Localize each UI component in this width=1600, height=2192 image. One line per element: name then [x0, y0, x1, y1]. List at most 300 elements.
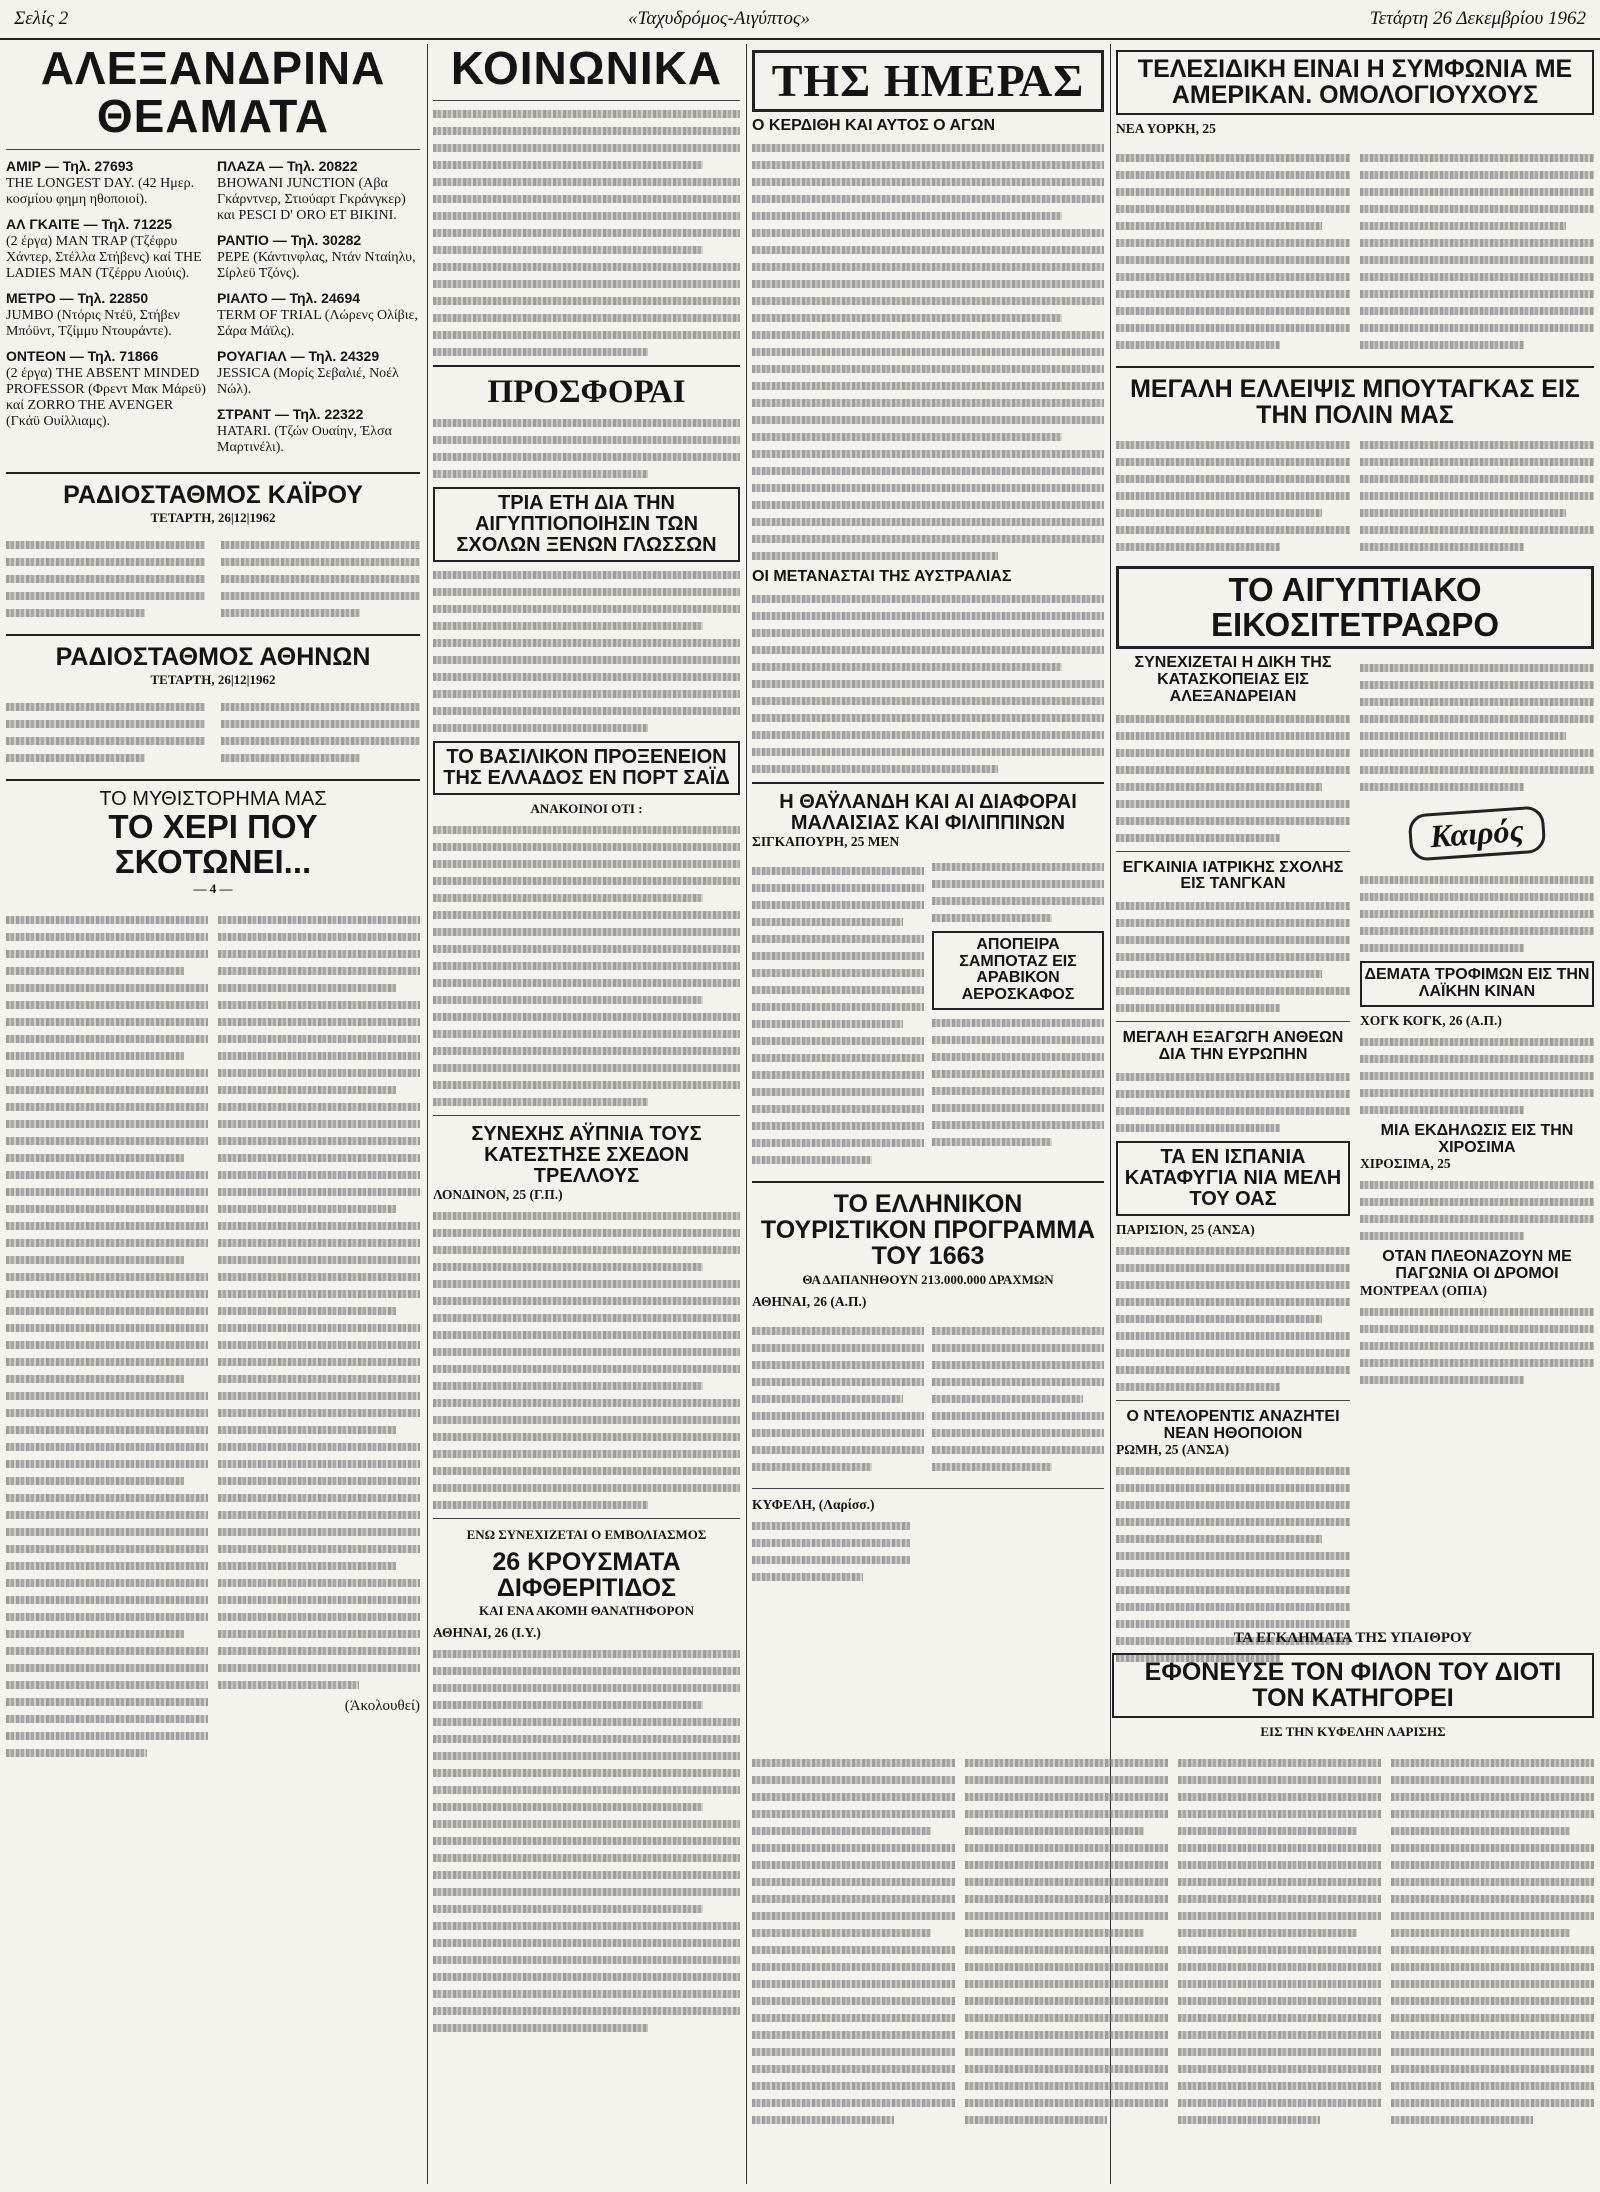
- text-line: [1178, 1963, 1381, 1971]
- crime-subhead: ΕΙΣ ΤΗΝ ΚΥΦΕΛΗΝ ΛΑΡΙΣΗΣ: [1260, 1723, 1446, 1739]
- text-line: [433, 212, 740, 220]
- china-headline: ΔΕΜΑΤΑ ΤΡΟΦΙΜΩΝ ΕΙΣ ΤΗΝ ΛΑΪΚΗΝ ΚΙΝΑΝ: [1364, 966, 1590, 1001]
- text-line: [1391, 1793, 1594, 1801]
- text-block: [1360, 1308, 1594, 1384]
- text-line: [965, 2065, 1168, 2073]
- novel-text-right: [218, 907, 420, 1766]
- crime-kicker: ΤΑ ΕΓΚΛΗΜΑΤΑ ΤΗΣ ΥΠΑΙΘΡΟΥ: [1233, 1630, 1473, 1646]
- text-line: [433, 639, 740, 647]
- text-line: [1360, 1038, 1594, 1046]
- text-line: [1360, 1089, 1594, 1097]
- text-line: [433, 2024, 648, 2032]
- section-title-society: ΚΟΙΝΩΝΙΚΑ: [450, 44, 723, 94]
- text-line: [6, 1307, 208, 1315]
- text-line: [1116, 1315, 1322, 1323]
- text-line: [752, 2031, 955, 2039]
- text-line: [1360, 543, 1524, 551]
- tourism-body: [752, 1314, 1104, 1480]
- mpoutagkas-headline: ΜΕΓΑΛΗ ΕΛΛΕΙΨΙΣ ΜΠΟΥΤΑΓΚΑΣ ΕΙΣ ΤΗΝ ΠΟΛΙΝ ΜΑΣ: [1130, 374, 1580, 429]
- text-line: [6, 1698, 208, 1706]
- text-line: [433, 928, 740, 936]
- text-line: [752, 1861, 955, 1869]
- text-line: [1116, 171, 1350, 179]
- text-line: [1116, 749, 1350, 757]
- text-line: [433, 605, 740, 613]
- column-of-the-day: [752, 44, 1104, 1590]
- text-line: [433, 1650, 740, 1658]
- text-line: [6, 1103, 208, 1111]
- cinema-listing: ΡΑΝΤΙΟ — Τηλ. 30282 PEPE (Κάντινφλας, Ντάν Νταίηλυ, Σίρλεϋ Τζόνς).: [217, 231, 416, 281]
- text-line: [1116, 475, 1350, 483]
- text-line: [6, 1562, 208, 1570]
- text-line: [433, 1667, 740, 1675]
- text-line: [6, 950, 208, 958]
- text-line: [218, 1681, 359, 1689]
- text-line: [752, 331, 1104, 339]
- text-line: [965, 1793, 1168, 1801]
- text-line: [752, 884, 924, 892]
- text-line: [6, 703, 205, 711]
- text-line: [1116, 1518, 1350, 1526]
- egypt-headline-box: [1116, 566, 1594, 649]
- consulate-text: [433, 826, 740, 1106]
- text-line: [1116, 936, 1350, 944]
- text-line: [1360, 205, 1594, 213]
- text-line: [1360, 1308, 1594, 1316]
- text-line: [752, 867, 924, 875]
- text-line: [433, 1382, 703, 1390]
- text-line: [6, 1120, 208, 1128]
- text-line: [752, 1556, 910, 1564]
- text-line: [752, 1776, 955, 1784]
- text-line: [1391, 1946, 1594, 1954]
- text-line: [1116, 222, 1322, 230]
- text-line: [218, 1562, 396, 1570]
- text-line: [932, 914, 1052, 922]
- text-line: [221, 541, 420, 549]
- text-line: [1360, 341, 1524, 349]
- divider: [1116, 366, 1594, 368]
- text-line: [1116, 1332, 1350, 1340]
- text-line: [433, 1399, 740, 1407]
- text-line: [1178, 1776, 1381, 1784]
- text-line: [932, 1327, 1104, 1335]
- text-line: [1116, 1349, 1350, 1357]
- text-line: [433, 979, 740, 987]
- column-rule: [746, 44, 747, 2184]
- text-line: [218, 933, 420, 941]
- text-line: [6, 541, 205, 549]
- text-line: [1360, 290, 1594, 298]
- text-line: [218, 1409, 420, 1417]
- text-block: [1116, 851, 1350, 852]
- text-line: [1360, 1055, 1594, 1063]
- sabotage-headline: ΑΠΟΠΕΙΡΑ ΣΑΜΠΟΤΑΖ ΕΙΣ ΑΡΑΒΙΚΟΝ ΑΕΡΟΣΚΑΦΟΣ: [959, 935, 1077, 1004]
- text-line: [932, 1121, 1104, 1129]
- text-line: [433, 826, 740, 834]
- text-line: [752, 1054, 924, 1062]
- text-line: [433, 673, 740, 681]
- text-line: [433, 436, 740, 444]
- text-line: [1391, 2065, 1594, 2073]
- text-line: [6, 1290, 208, 1298]
- text-line: [6, 1086, 208, 1094]
- text-line: [433, 724, 648, 732]
- divider: [433, 100, 740, 101]
- text-line: [752, 714, 1104, 722]
- text-block: [1178, 1750, 1381, 2133]
- text-line: [6, 1052, 184, 1060]
- column-society: [433, 44, 740, 2041]
- novel-continued: (Άκολουθεί): [344, 1698, 420, 1715]
- hiroshima-dateline: ΧΙΡΟΣΙΜΑ, 25: [1360, 1156, 1451, 1172]
- text-line: [752, 1946, 955, 1954]
- text-line: [752, 748, 1104, 756]
- text-line: [218, 1171, 420, 1179]
- text-line: [433, 2007, 740, 2015]
- text-line: [752, 1020, 903, 1028]
- spain-dateline: ΠΑΡΙΣΙΟΝ, 25 (ΑΝΣΑ): [1116, 1221, 1255, 1237]
- text-line: [1360, 526, 1594, 534]
- text-line: [6, 575, 205, 583]
- novel-body: [6, 903, 420, 1766]
- text-line: [752, 1929, 931, 1937]
- text-line: [6, 1375, 184, 1383]
- text-line: [6, 592, 205, 600]
- text-line: [1178, 1827, 1357, 1835]
- text-line: [1178, 1844, 1381, 1852]
- text-block: [965, 1750, 1168, 2133]
- text-line: [1178, 1793, 1381, 1801]
- weather-badge: Καιρός: [1408, 806, 1547, 862]
- text-line: [752, 348, 1104, 356]
- text-line: [1116, 307, 1350, 315]
- text-line: [1116, 1569, 1350, 1577]
- school-headline: ΤΡΙΑ ΕΤΗ ΔΙΑ ΤΗΝ ΑΙΓΥΠΤΙΟΠΟΙΗΣΙΝ ΤΩΝ ΣΧΟΛΩΝ ΞΕΝΩΝ ΓΛΩΣΣΩΝ: [456, 491, 717, 556]
- text-line: [433, 331, 740, 339]
- text-line: [433, 280, 740, 288]
- text-line: [752, 1105, 924, 1113]
- text-line: [752, 1963, 955, 1971]
- text-line: [1116, 1383, 1280, 1391]
- novel-kicker: ΤΟ ΜΥΘΙΣΤΟΡΗΜΑ ΜΑΣ: [99, 788, 327, 811]
- text-line: [1116, 1535, 1322, 1543]
- divider: [752, 1181, 1104, 1183]
- text-line: [752, 1071, 924, 1079]
- text-line: [433, 314, 740, 322]
- text-line: [6, 1001, 208, 1009]
- text-line: [752, 518, 1104, 526]
- text-line: [1360, 475, 1594, 483]
- text-line: [752, 535, 1104, 543]
- text-line: [752, 1139, 924, 1147]
- text-line: [1360, 732, 1566, 740]
- text-line: [1116, 273, 1350, 281]
- text-line: [752, 1844, 955, 1852]
- text-line: [1391, 1759, 1594, 1767]
- text-line: [6, 1341, 208, 1349]
- cinema-listing: ΟΝΤΕΟΝ — Τηλ. 71866 (2 έργα) THE ABSENT MINDED PROFESSOR (Φρεντ Μακ Μάρεϋ) καί ZORRO THE AVENGER (Γκάϋ Ουίλλιαμς).: [6, 347, 206, 429]
- text-line: [218, 1477, 420, 1485]
- text-line: [218, 1647, 420, 1655]
- text-line: [433, 1905, 703, 1913]
- crime-dateline: ΚΥΦΕΛΗ, (Λαρίσσ.): [752, 1496, 875, 1512]
- text-line: [6, 1528, 208, 1536]
- text-line: [433, 1416, 740, 1424]
- text-line: [433, 622, 703, 630]
- text-line: [752, 144, 1104, 152]
- text-block: [1360, 432, 1594, 560]
- spain-headline-box: [1116, 1141, 1350, 1216]
- section-title-alexandria: ΑΛΕΞΑΝΔΡΙΝΑ ΘΕΑΜΑΤΑ: [40, 44, 386, 143]
- text-line: [1178, 2065, 1381, 2073]
- text-line: [965, 1980, 1168, 1988]
- text-line: [218, 1545, 420, 1553]
- china-dateline: ΧΟΓΚ ΚΟΓΚ, 26 (Α.Π.): [1360, 1012, 1502, 1028]
- lead-body: [1116, 141, 1594, 358]
- text-line: [1116, 800, 1350, 808]
- text-line: [1360, 910, 1594, 918]
- crime-lead-text: [752, 1522, 910, 1581]
- text-line: [965, 1946, 1168, 1954]
- text-line: [752, 229, 1104, 237]
- text-line: [1360, 1181, 1594, 1189]
- text-line: [1391, 1810, 1594, 1818]
- text-line: [433, 1701, 703, 1709]
- frost-headline: ΟΤΑΝ ΠΛΕΟΝΑΖΟΥΝ ΜΕ ΠΑΓΩΝΙΑ ΟΙ ΔΡΟΜΟΙ: [1382, 1248, 1572, 1283]
- spain-headline: ΤΑ ΕΝ ΙΣΠΑΝΙΑ ΚΑΤΑΦΥΓΙΑ ΝΙΑ ΜΕΛΗ ΤΟΥ ΟΑΣ: [1124, 1145, 1342, 1210]
- text-line: [433, 110, 740, 118]
- text-line: [1391, 1827, 1570, 1835]
- text-line: [1360, 188, 1594, 196]
- text-line: [965, 2048, 1168, 2056]
- text-line: [6, 1171, 208, 1179]
- text-line: [1116, 1603, 1350, 1611]
- text-line: [752, 1344, 924, 1352]
- text-line: [1116, 766, 1350, 774]
- text-line: [433, 297, 740, 305]
- divider: [752, 1488, 1104, 1489]
- text-line: [433, 178, 740, 186]
- text-line: [433, 1922, 740, 1930]
- text-line: [6, 1256, 184, 1264]
- text-line: [6, 1222, 208, 1230]
- text-line: [6, 1205, 208, 1213]
- text-block: [221, 532, 420, 626]
- section-title-day: ΤΗΣ ΗΜΕΡΑΣ: [771, 55, 1085, 106]
- text-line: [752, 2082, 955, 2090]
- cinema-listing: ΜΕΤΡΟ — Τηλ. 22850 JUMBO (Ντόρις Ντέϋ, Στήβεν Μπόϋντ, Τζίμμυ Ντουράντε).: [6, 289, 180, 339]
- text-line: [433, 571, 740, 579]
- text-line: [218, 1664, 420, 1672]
- text-line: [1116, 458, 1350, 466]
- text-line: [752, 1361, 924, 1369]
- text-line: [6, 1579, 208, 1587]
- text-line: [1391, 2116, 1533, 2124]
- text-line: [1178, 2014, 1381, 2022]
- text-line: [932, 863, 1104, 871]
- text-line: [218, 1494, 420, 1502]
- text-line: [752, 663, 1062, 671]
- text-line: [752, 680, 1104, 688]
- text-line: [752, 314, 1062, 322]
- text-line: [1391, 2048, 1594, 2056]
- text-line: [932, 1087, 1104, 1095]
- text-line: [1391, 1912, 1594, 1920]
- text-line: [6, 1630, 184, 1638]
- text-line: [1360, 492, 1594, 500]
- text-line: [6, 1460, 208, 1468]
- text-line: [218, 1375, 420, 1383]
- text-line: [752, 382, 1104, 390]
- text-line: [218, 1018, 420, 1026]
- text-line: [752, 1156, 872, 1164]
- text-line: [1178, 2048, 1381, 2056]
- text-block: [1360, 876, 1594, 952]
- text-line: [1360, 273, 1594, 281]
- text-line: [218, 1392, 420, 1400]
- text-line: [932, 1070, 1104, 1078]
- text-line: [6, 1018, 208, 1026]
- cinema-listing: ΣΤΡΑΝΤ — Τηλ. 22322 HATARI. (Τζών Ουαίην, Έλσα Μαρτινέλι).: [217, 405, 392, 455]
- text-line: [932, 1019, 1104, 1027]
- text-line: [433, 1263, 703, 1271]
- text-line: [1116, 239, 1350, 247]
- text-line: [1360, 749, 1594, 757]
- text-line: [752, 646, 1104, 654]
- text-line: [6, 1749, 147, 1757]
- text-block: [1116, 1021, 1350, 1022]
- text-line: [221, 703, 420, 711]
- text-line: [965, 1844, 1168, 1852]
- text-line: [6, 1188, 208, 1196]
- text-line: [965, 2082, 1168, 2090]
- text-line: [433, 419, 740, 427]
- text-line: [752, 1522, 910, 1530]
- crime-headline-box: [1112, 1653, 1594, 1718]
- text-line: [1391, 1844, 1594, 1852]
- egypt-headline: ΤΟ ΑΙΓΥΠΤΙΑΚΟ ΕΙΚΟΣΙΤΕΤΡΑΩΡΟ: [1211, 571, 1499, 643]
- text-line: [1116, 1090, 1350, 1098]
- text-block: [1116, 145, 1350, 358]
- text-line: [1178, 2082, 1381, 2090]
- text-line: [1360, 944, 1524, 952]
- text-line: [752, 1003, 924, 1011]
- text-line: [433, 656, 740, 664]
- text-line: [1116, 1467, 1350, 1475]
- text-line: [1360, 154, 1594, 162]
- text-line: [6, 933, 208, 941]
- text-line: [965, 1776, 1168, 1784]
- divider: [433, 365, 740, 367]
- text-line: [433, 707, 740, 715]
- tourism-headline: ΤΟ ΕΛΛΗΝΙΚΟΝ ΤΟΥΡΙΣΤΙΚΟΝ ΠΡΟΓΡΑΜΜΑ ΤΟΥ 1663: [760, 1189, 1096, 1271]
- text-line: [218, 1086, 396, 1094]
- text-line: [1116, 543, 1280, 551]
- text-line: [1116, 526, 1350, 534]
- text-line: [433, 1786, 740, 1794]
- text-line: [932, 1429, 1104, 1437]
- text-line: [218, 1613, 420, 1621]
- text-line: [1391, 2014, 1594, 2022]
- school-headline-box: [433, 487, 740, 562]
- text-line: [6, 1069, 208, 1077]
- text-line: [1116, 1124, 1280, 1132]
- text-line: [752, 552, 998, 560]
- column-news: [1116, 44, 1594, 1671]
- text-line: [1178, 1997, 1381, 2005]
- text-line: [1391, 1929, 1570, 1937]
- text-line: [6, 1511, 208, 1519]
- text-line: [752, 952, 924, 960]
- society-text: [433, 110, 740, 356]
- text-line: [6, 1477, 184, 1485]
- text-line: [752, 1997, 955, 2005]
- text-line: [932, 1446, 1104, 1454]
- text-line: [218, 1341, 420, 1349]
- text-block: [932, 1318, 1104, 1480]
- text-line: [433, 1212, 740, 1220]
- text-line: [1360, 307, 1594, 315]
- text-line: [1360, 1376, 1524, 1384]
- text-line: [1178, 2031, 1381, 2039]
- text-line: [752, 1395, 903, 1403]
- text-line: [6, 1426, 208, 1434]
- text-block: [932, 1019, 1104, 1146]
- text-line: [1116, 732, 1350, 740]
- text-line: [752, 2014, 955, 2022]
- text-line: [433, 195, 740, 203]
- radio-athens-date: ΤΕΤΑΡΤΗ, 26|12|1962: [150, 672, 276, 688]
- section-title-box: [752, 50, 1104, 112]
- text-line: [1116, 205, 1350, 213]
- text-line: [221, 720, 420, 728]
- issue-date: Τετάρτη 26 Δεκεμβρίου 1962: [1369, 8, 1586, 29]
- text-line: [218, 916, 420, 924]
- offers-title: ΠΡΟΣΦΟΡΑΙ: [487, 374, 686, 411]
- text-line: [752, 1539, 910, 1547]
- text-line: [965, 1810, 1168, 1818]
- text-line: [433, 1803, 703, 1811]
- text-line: [433, 1081, 740, 1089]
- text-line: [433, 690, 740, 698]
- text-line: [752, 2099, 955, 2107]
- text-line: [433, 453, 740, 461]
- text-line: [1360, 1359, 1594, 1367]
- text-line: [433, 1030, 740, 1038]
- text-line: [1116, 1281, 1350, 1289]
- text-block: [752, 1750, 955, 2133]
- delon-headline: Ο ΝΤΕΛΟΡΕΝΤΙΣ ΑΝΑΖΗΤΕΙ ΝΕΑΝ ΗΘΟΠΟΙΟΝ: [1126, 1407, 1340, 1442]
- text-line: [221, 592, 420, 600]
- text-line: [752, 986, 924, 994]
- text-line: [965, 1963, 1168, 1971]
- text-block: [932, 863, 1104, 922]
- text-line: [218, 1630, 420, 1638]
- text-line: [433, 911, 740, 919]
- text-line: [1116, 970, 1322, 978]
- text-line: [752, 1037, 924, 1045]
- text-line: [218, 1035, 420, 1043]
- text-line: [752, 416, 1104, 424]
- text-line: [932, 1361, 1104, 1369]
- text-line: [433, 1939, 740, 1947]
- migrants-text: [752, 595, 1104, 773]
- text-line: [752, 450, 1104, 458]
- text-line: [1391, 1776, 1594, 1784]
- text-line: [218, 1154, 420, 1162]
- text-line: [6, 1137, 208, 1145]
